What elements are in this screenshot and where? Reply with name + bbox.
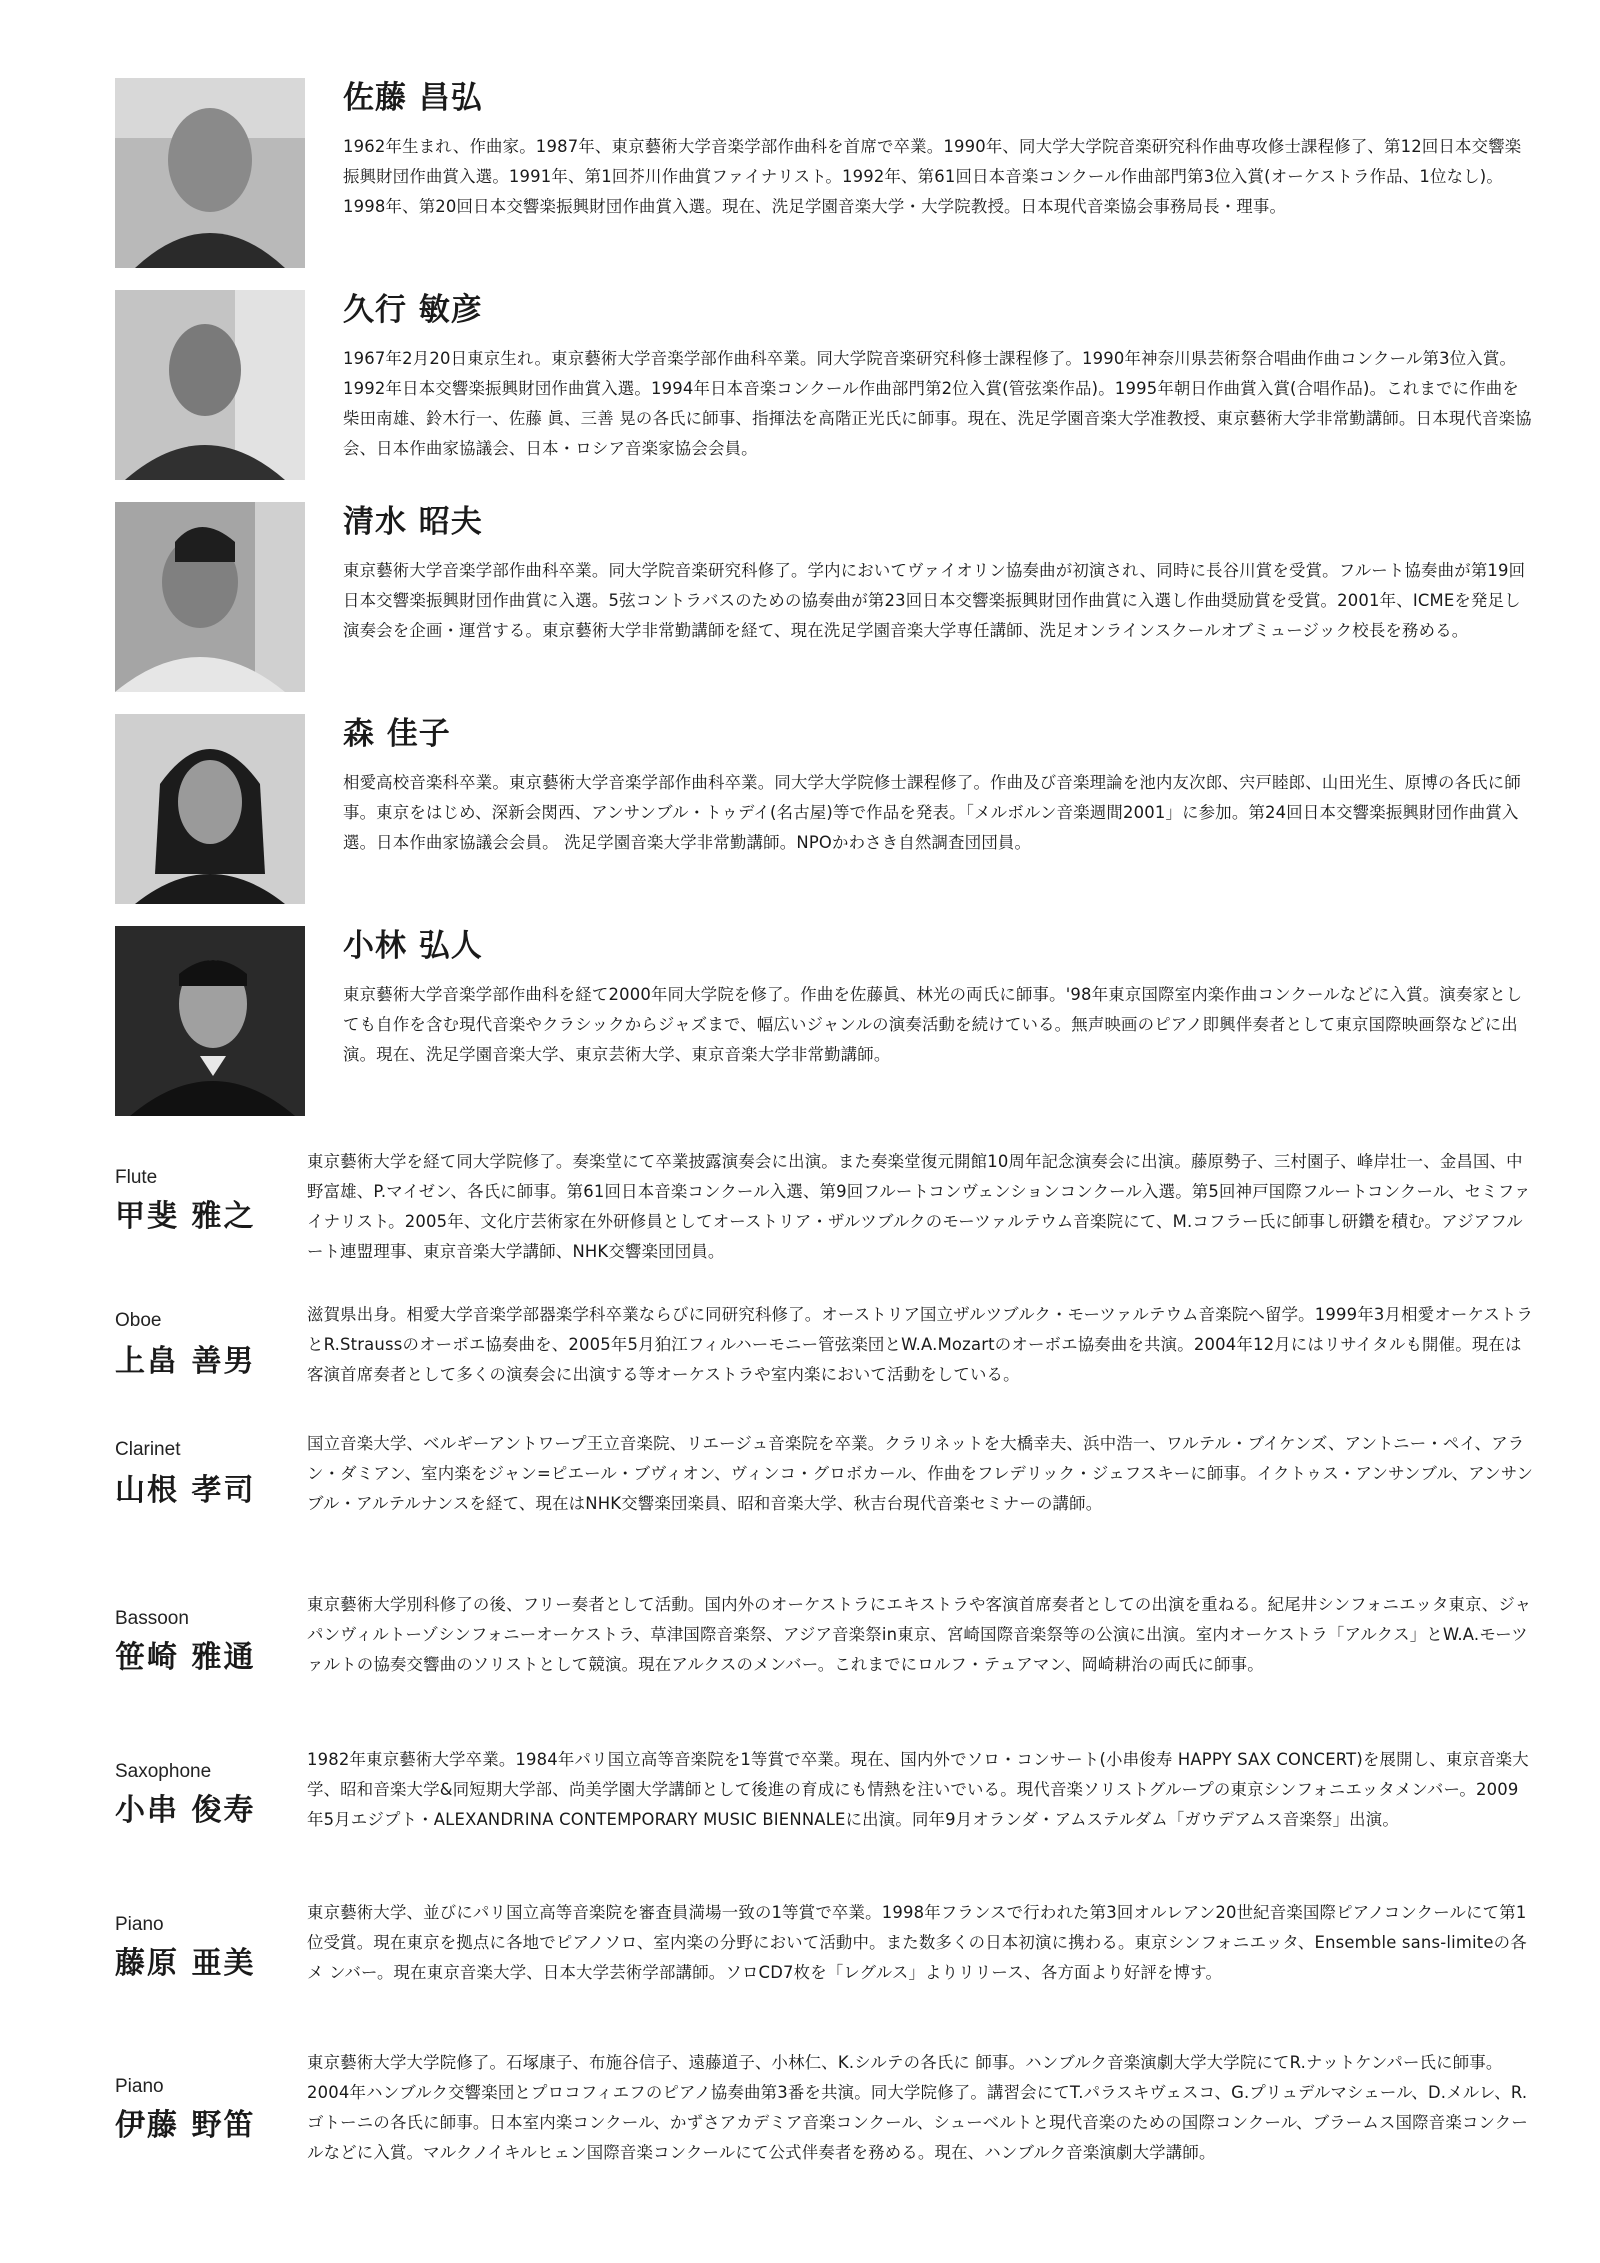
portrait-photo bbox=[115, 78, 305, 268]
composer-name: 森 佳子 bbox=[343, 716, 451, 752]
performer-bio: 滋賀県出身。相愛大学音楽学部器楽学科卒業ならびに同研究科修了。オーストリア国立ザルツブルク・モーツァルテウム音楽院へ留学。1999年3月相愛オーケストラとR.Straussのオーボエ協奏曲を、2005年5月狛江フィルハーモニー管弦楽団とW.A.Mozartのオーボエ協奏曲を共演。2004年12月にはリサイタルも開催。現在は客演首席奏者として多くの演奏会に出演する等オーケストラや室内楽において活動をしている。 bbox=[307, 1305, 1534, 1384]
performer-bio: 東京藝術大学、並びにパリ国立高等音楽院を審査員満場一致の1等賞で卒業。1998年フランスで行われた第3回オルレアン20世紀音楽国際ピアノコンクールにて第1位受賞。現在東京を拠点に各地でピアノソロ、室内楽の分野において活動中。また数多くの日本初演に携わる。東京シンフォニエッタ、Ensemble sans-limiteの各メ ンバー。現在東京音楽大学、日本大学芸術学部講師。ソロCD7枚を「レグルス」よりリリース、各方面より好評を博す。 bbox=[307, 1903, 1527, 1982]
performer-bio: 1982年東京藝術大学卒業。1984年パリ国立高等音楽院を1等賞で卒業。現在、国内外でソロ・コンサート(小串俊寿 HAPPY SAX CONCERT)を展開し、東京音楽大学、昭和音楽大学&同短期大学部、尚美学園大学講師として後進の育成にも情熱を注いでいる。現代音楽ソリストグループの東京シンフォニエッタメンバー。2009年5月エジプト・ALEXANDRINA CONTEMPORARY MUSIC BIENNALEに出演。同年9月オランダ・アムステルダム「ガウデアムス音楽祭」出演。 bbox=[307, 1750, 1529, 1829]
composer-name: 佐藤 昌弘 bbox=[343, 80, 483, 116]
performer-bio: 国立音楽大学、ベルギーアントワープ王立音楽院、リエージュ音楽院を卒業。クラリネットを大橋幸夫、浜中浩一、ワルテル・ブイケンズ、アントニー・ペイ、アラン・ダミアン、室内楽をジャン=ピエール・ブヴィオン、ヴィンコ・グロボカール、作曲をフレデリック・ジェフスキーに師事。イクトゥス・アンサンブル、アンサンブル・アルテルナンスを経て、現在はNHK交響楽団楽員、昭和音楽大学、秋吉台現代音楽セミナーの講師。 bbox=[307, 1434, 1534, 1513]
composer-bio: 1962年生まれ、作曲家。1987年、東京藝術大学音楽学部作曲科を首席で卒業。1990年、同大学大学院音楽研究科作曲専攻修士課程修了、第12回日本交響楽振興財団作曲賞入選。1991年、第1回芥川作曲賞ファイナリスト。1992年、第61回日本音楽コンクール作曲部門第3位入賞(オーケストラ作品、1位なし)。1998年、第20回日本交響楽振興財団作曲賞入選。現在、洗足学園音楽大学・大学院教授。日本現代音楽協会事務局長・理事。 bbox=[343, 137, 1522, 216]
instrument-label: Oboe bbox=[115, 1310, 162, 1331]
performer-name: 笹崎 雅通 bbox=[115, 1640, 256, 1675]
performer-bio: 東京藝術大学別科修了の後、フリー奏者として活動。国内外のオーケストラにエキストラや客演首席奏者としての出演を重ねる。紀尾井シンフォニエッタ東京、ジャパンヴィルトーゾシンフォニーオーケストラ、草津国際音楽祭、アジア音楽祭in東京、宮崎国際音楽祭等の公演に出演。室内オーケストラ「アルクス」とW.A.モーツァルトの協奏交響曲のソリストとして競演。現在アルクスのメンバー。これまでにロルフ・テュアマン、岡崎耕治の両氏に師事。 bbox=[307, 1595, 1532, 1674]
instrument-label: Flute bbox=[115, 1167, 158, 1188]
instrument-label: Saxophone bbox=[115, 1761, 212, 1782]
composer-bio: 東京藝術大学音楽学部作曲科を経て2000年同大学院を修了。作曲を佐藤眞、林光の両氏に師事。'98年東京国際室内楽作曲コンクールなどに入賞。演奏家としても自作を含む現代音楽やクラシックからジャズまで、幅広いジャンルの演奏活動を続けている。無声映画のピアノ即興伴奏者として東京国際映画祭などに出演。現在、洗足学園音楽大学、東京芸術大学、東京音楽大学非常勤講師。 bbox=[343, 985, 1523, 1064]
instrument-label: Clarinet bbox=[115, 1439, 181, 1460]
composer-bio: 1967年2月20日東京生れ。東京藝術大学音楽学部作曲科卒業。同大学院音楽研究科修士課程修了。1990年神奈川県芸術祭合唱曲作曲コンクール第3位入賞。1992年日本交響楽振興財団作曲賞入選。1994年日本音楽コンクール作曲部門第2位入賞(管弦楽作品)。1995年朝日作曲賞入賞(合唱作品)。これまでに作曲を柴田南雄、鈴木行一、佐藤 眞、三善 晃の各氏に師事、指揮法を高階正光氏に師事。現在、洗足学園音楽大学准教授、東京藝術大学非常勤講師。日本現代音楽協会、日本作曲家協議会、日本・ロシア音楽家協会会員。 bbox=[343, 349, 1532, 458]
composer-name: 小林 弘人 bbox=[343, 928, 483, 964]
instrument-label: Piano bbox=[115, 1914, 164, 1935]
performer-name: 山根 孝司 bbox=[115, 1473, 256, 1508]
performer-name: 伊藤 野笛 bbox=[115, 2108, 256, 2143]
instrument-label: Piano bbox=[115, 2076, 164, 2097]
performer-bio: 東京藝術大学を経て同大学院修了。奏楽堂にて卒業披露演奏会に出演。また奏楽堂復元開館10周年記念演奏会に出演。藤原勢子、三村園子、峰岸壮一、金昌国、中野富雄、P.マイゼン、各氏に師事。第61回日本音楽コンクール入選、第9回フルートコンヴェンションコンクール入選。第5回神戸国際フルートコンクール、セミファイナリスト。2005年、文化庁芸術家在外研修員としてオーストリア・ザルツブルクのモーツァルテウム音楽院にて、M.コフラー氏に師事し研鑽を積む。アジアフルート連盟理事、東京音楽大学講師、NHK交響楽団団員。 bbox=[307, 1152, 1531, 1261]
performer-name: 甲斐 雅之 bbox=[115, 1199, 256, 1234]
portrait-photo bbox=[115, 714, 305, 904]
performer-name: 上畠 善男 bbox=[115, 1344, 256, 1379]
instrument-label: Bassoon bbox=[115, 1608, 189, 1629]
performer-name: 小串 俊寿 bbox=[115, 1793, 256, 1828]
composer-bio: 相愛高校音楽科卒業。東京藝術大学音楽学部作曲科卒業。同大学大学院修士課程修了。作曲及び音楽理論を池内友次郎、宍戸睦郎、山田光生、原博の各氏に師事。東京をはじめ、深新会関西、アンサンブル・トゥデイ(名古屋)等で作品を発表。「メルボルン音楽週間2001」に参加。第24回日本交響楽振興財団作曲賞入選。日本作曲家協議会会員。 洗足学園音楽大学非常勤講師。NPOかわさき自然調査団団員。 bbox=[343, 773, 1521, 852]
composer-name: 久行 敏彦 bbox=[343, 292, 483, 328]
composer-name: 清水 昭夫 bbox=[343, 504, 483, 540]
composer-bio: 東京藝術大学音楽学部作曲科卒業。同大学院音楽研究科修了。学内においてヴァイオリン協奏曲が初演され、同時に長谷川賞を受賞。フルート協奏曲が第19回日本交響楽振興財団作曲賞に入選。5弦コントラバスのための協奏曲が第23回日本交響楽振興財団作曲賞に入選し作曲奨励賞を受賞。2001年、ICMEを発足し演奏会を企画・運営する。東京藝術大学非常勤講師を経て、現在洗足学園音楽大学専任講師、洗足オンラインスクールオブミュージック校長を務める。 bbox=[343, 561, 1526, 640]
portrait-photo bbox=[115, 290, 305, 480]
performer-name: 藤原 亜美 bbox=[115, 1946, 256, 1981]
portrait-photo bbox=[115, 502, 305, 692]
performer-bio: 東京藝術大学大学院修了。石塚康子、布施谷信子、遠藤道子、小林仁、K.シルテの各氏に 師事。ハンブルク音楽演劇大学大学院にてR.ナットケンパー氏に師事。2004年ハンブルク交響楽団とプロコフィエフのピアノ協奏曲第3番を共演。同大学院修了。講習会にてT.パラスキヴェスコ、G.プリュデルマシェール、D.メルレ、R.ゴトーニの各氏に師事。日本室内楽コンクール、かずさアカデミア音楽コンクール、シューベルトと現代音楽のための国際コンクール、ブラームス国際音楽コンクールなどに入賞。マルクノイキルヒェン国際音楽コンクールにて公式伴奏者を務める。現在、ハンブルク音楽演劇大学講師。 bbox=[307, 2053, 1528, 2162]
portrait-photo bbox=[115, 926, 305, 1116]
